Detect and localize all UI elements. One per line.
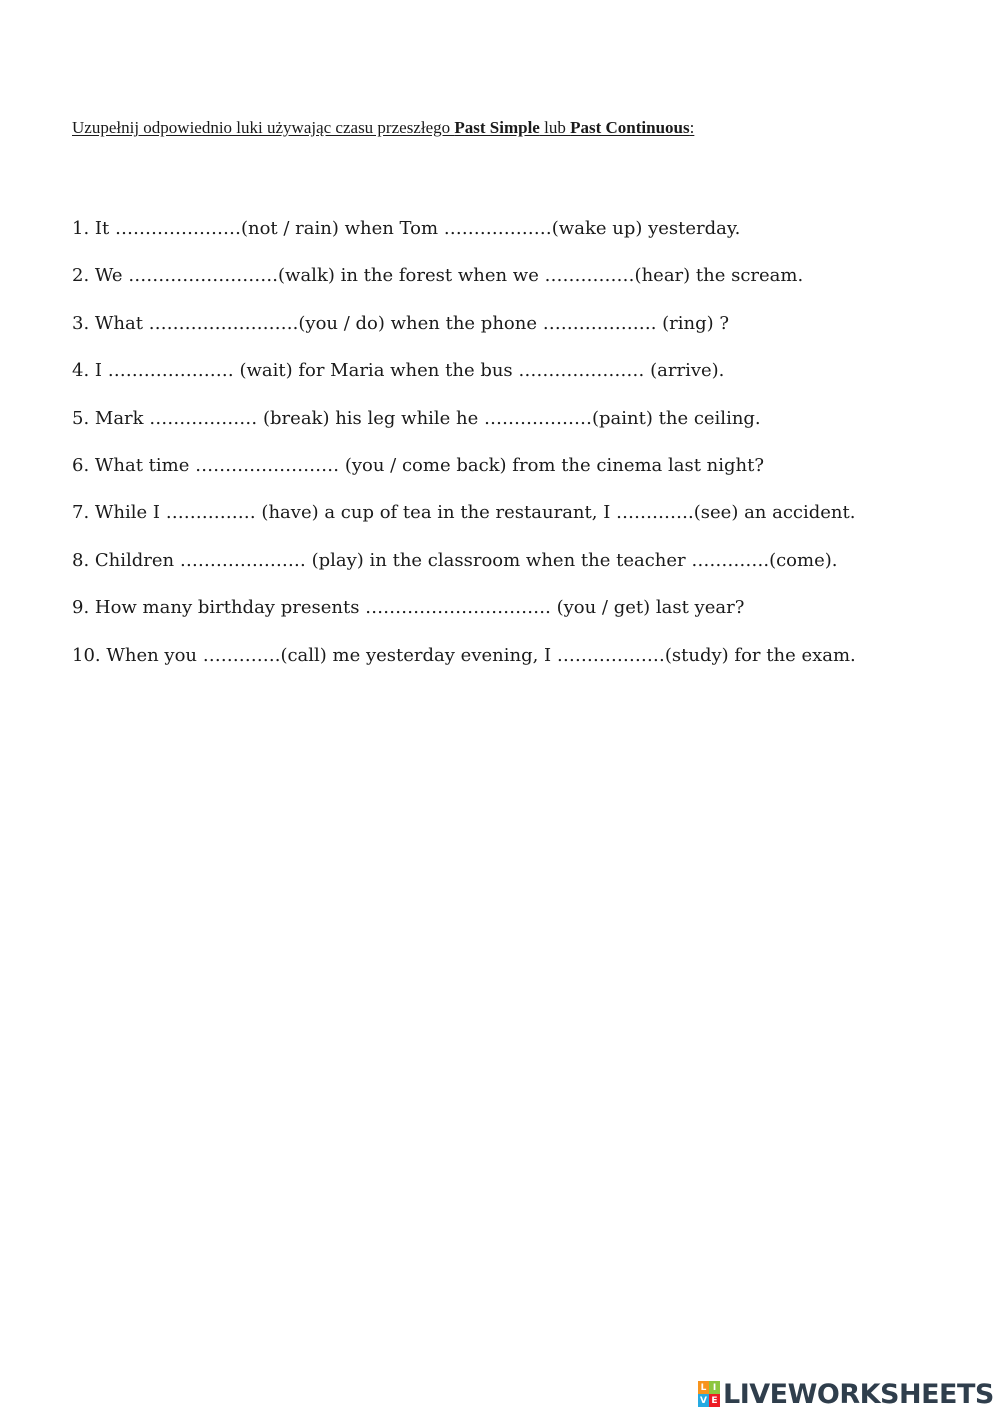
logo-badge-icon	[698, 1381, 720, 1407]
exercise-item-8: 8. Children ………………… (play) in the classroom when the teacher ………….(come).	[72, 549, 838, 571]
exercise-item-5: 5. Mark ……………… (break) his leg while he ………………(paint) the ceiling.	[72, 407, 761, 429]
instruction-joiner: lub	[539, 118, 571, 137]
logo-badge-letter-l: L	[698, 1381, 709, 1394]
exercise-list	[72, 215, 856, 689]
logo-badge-letter-v: V	[698, 1394, 709, 1407]
logo-text: LIVEWORKSHEETS	[723, 1378, 994, 1410]
exercise-item-6: 6. What time …………………… (you / come back) from the cinema last night?	[72, 454, 765, 476]
exercise-item-4: 4. I ………………… (wait) for Maria when the bus ………………… (arrive).	[72, 360, 725, 382]
instruction-tense-past-continuous: Past Continuous	[570, 118, 690, 137]
exercise-item-10: 10. When you ………….(call) me yesterday evening, I ………………(study) for the exam.	[72, 644, 856, 666]
logo-badge-letter-i: I	[709, 1381, 720, 1394]
exercise-item-1: 1. It …………………(not / rain) when Tom ………………(wake up) yesterday.	[72, 218, 741, 239]
exercise-item-3: 3. What …………………….(you / do) when the phone ………………. (ring) ?	[72, 312, 730, 334]
instruction-tail: :	[689, 118, 695, 137]
exercise-item-9: 9. How many birthday presents …………………………. (you / get) last year?	[72, 597, 745, 619]
exercise-item-2: 2. We …………………….(walk) in the forest when we ……………(hear) the scream.	[72, 265, 804, 287]
instruction-tense-past-simple: Past Simple	[454, 118, 540, 137]
instruction-text	[72, 118, 694, 138]
instruction-lead: Uzupełnij odpowiednio luki używając czasu przeszłego	[72, 118, 455, 137]
liveworksheets-logo	[698, 1378, 994, 1410]
exercise-item-7: 7. While I …………… (have) a cup of tea in the restaurant, I ………….(see) an accident.	[72, 502, 856, 524]
logo-badge-letter-e: E	[709, 1394, 720, 1407]
